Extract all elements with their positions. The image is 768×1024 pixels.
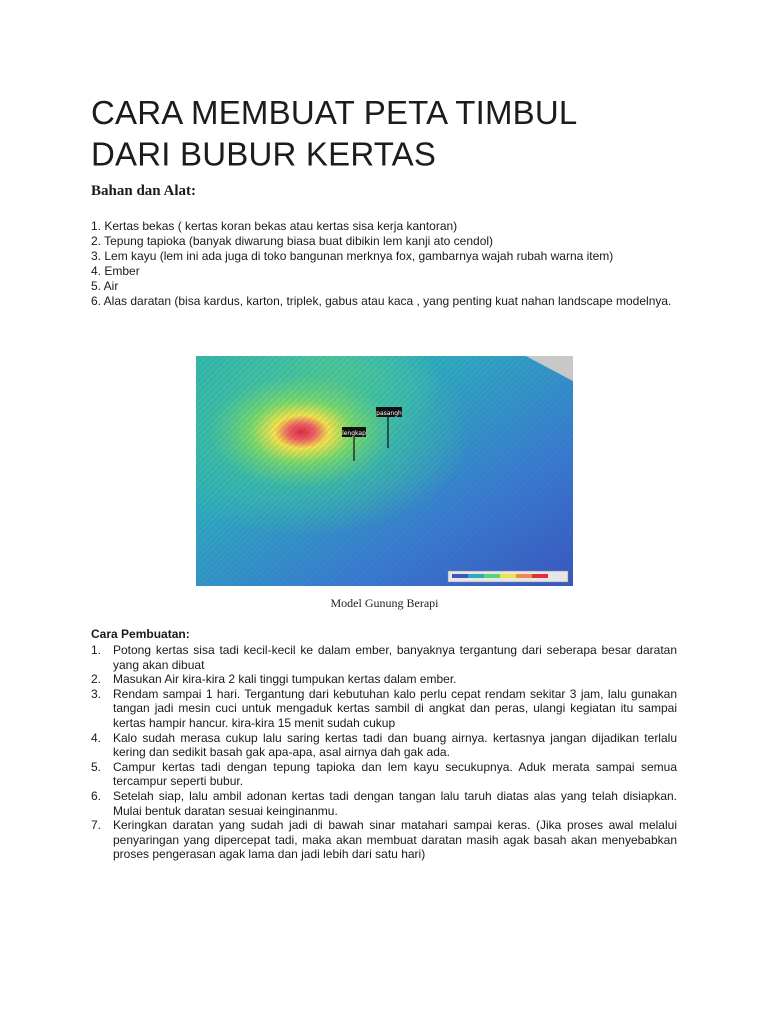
- materials-heading: Bahan dan Alat:: [91, 183, 197, 199]
- materials-list: [91, 219, 677, 309]
- step-text: Setelah siap, lalu ambil adonan kertas tadi dengan tangan lalu taruh diatas alas yang telah disiapkan. Mulai bentuk daratan sesuai keinginanmu.: [113, 788, 677, 818]
- step-text: Potong kertas sisa tadi kecil-kecil ke dalam ember, banyaknya tergantung dari seberapa besar daratan yang akan dibuat: [113, 643, 677, 672]
- list-item: [91, 731, 677, 760]
- step-number: 2.: [91, 672, 102, 687]
- step-number: 7.: [91, 818, 102, 833]
- title-line-2: DARI BUBUR KERTAS: [91, 135, 437, 173]
- material-item: 1. Kertas bekas ( kertas koran bekas atau kertas sisa kerja kantoran): [91, 219, 458, 233]
- terrain-illustration: [196, 356, 573, 586]
- material-item: 5. Air: [91, 279, 119, 293]
- step-text: Kalo sudah merasa cukup lalu saring kertas tadi dan buang airnya. kertasnya jangan dijadikan terlalu kering dan sedikit basah gak apa-apa, asal airnya dah gak ada.: [113, 730, 677, 760]
- svg-text:lengkap: lengkap: [342, 430, 366, 437]
- material-item: 2. Tepung tapioka (banyak diwarung biasa buat dibikin lem kanji ato cendol): [91, 234, 494, 248]
- step-number: 6.: [91, 788, 102, 803]
- step-text: Campur kertas tadi dengan tepung tapioka dan lem kayu secukupnya. Aduk merata sampai semua tercampur seperti bubur.: [113, 759, 677, 789]
- color-legend: [448, 571, 568, 582]
- volcano-model-image: [196, 356, 573, 586]
- svg-text:pasangh: pasangh: [376, 410, 402, 417]
- list-item: [91, 789, 677, 818]
- step-number: 3.: [91, 686, 102, 701]
- material-item: 6. Alas daratan (bisa kardus, karton, triplek, gabus atau kaca , yang penting kuat nahan landscape modelnya.: [91, 294, 672, 308]
- step-text: Keringkan daratan yang sudah jadi di bawah sinar matahari sampai keras. (Jika proses awal melalui penyaringan yang dipercepat tadi, maka akan membuat daratan masih agak basah akan menyebabkan proses pengerasan agak lama dan jadi lebih dari satu hari): [113, 818, 677, 862]
- page-title: [91, 91, 691, 175]
- steps-heading: Cara Pembuatan:: [91, 627, 190, 641]
- list-item: [91, 672, 677, 687]
- step-number: 1.: [91, 643, 102, 657]
- step-text: Masukan Air kira-kira 2 kali tinggi tumpukan kertas dalam ember.: [113, 672, 457, 687]
- material-item: 3. Lem kayu (lem ini ada juga di toko bangunan merknya fox, gambarnya wajah rubah warna item): [91, 249, 614, 263]
- step-number: 4.: [91, 730, 102, 745]
- step-text: Rendam sampai 1 hari. Tergantung dari kebutuhan kalo perlu cepat rendam sekitar 3 jam, lalu gunakan tangan jadi mesin cuci untuk mengaduk kertas sambil di angkat dan peras, ulangi kegiatan itu sampai kertas hampir hancur. kira-kira 15 menit sudah cukup: [113, 686, 677, 730]
- list-item: [91, 643, 677, 672]
- steps-list: [91, 643, 677, 862]
- material-item: 4. Ember: [91, 264, 140, 278]
- list-item: [91, 687, 677, 731]
- step-number: 5.: [91, 759, 102, 774]
- list-item: [91, 760, 677, 789]
- figure-caption: Model Gunung Berapi: [330, 596, 439, 610]
- title-line-1: CARA MEMBUAT PETA TIMBUL: [91, 93, 578, 131]
- list-item: [91, 818, 677, 862]
